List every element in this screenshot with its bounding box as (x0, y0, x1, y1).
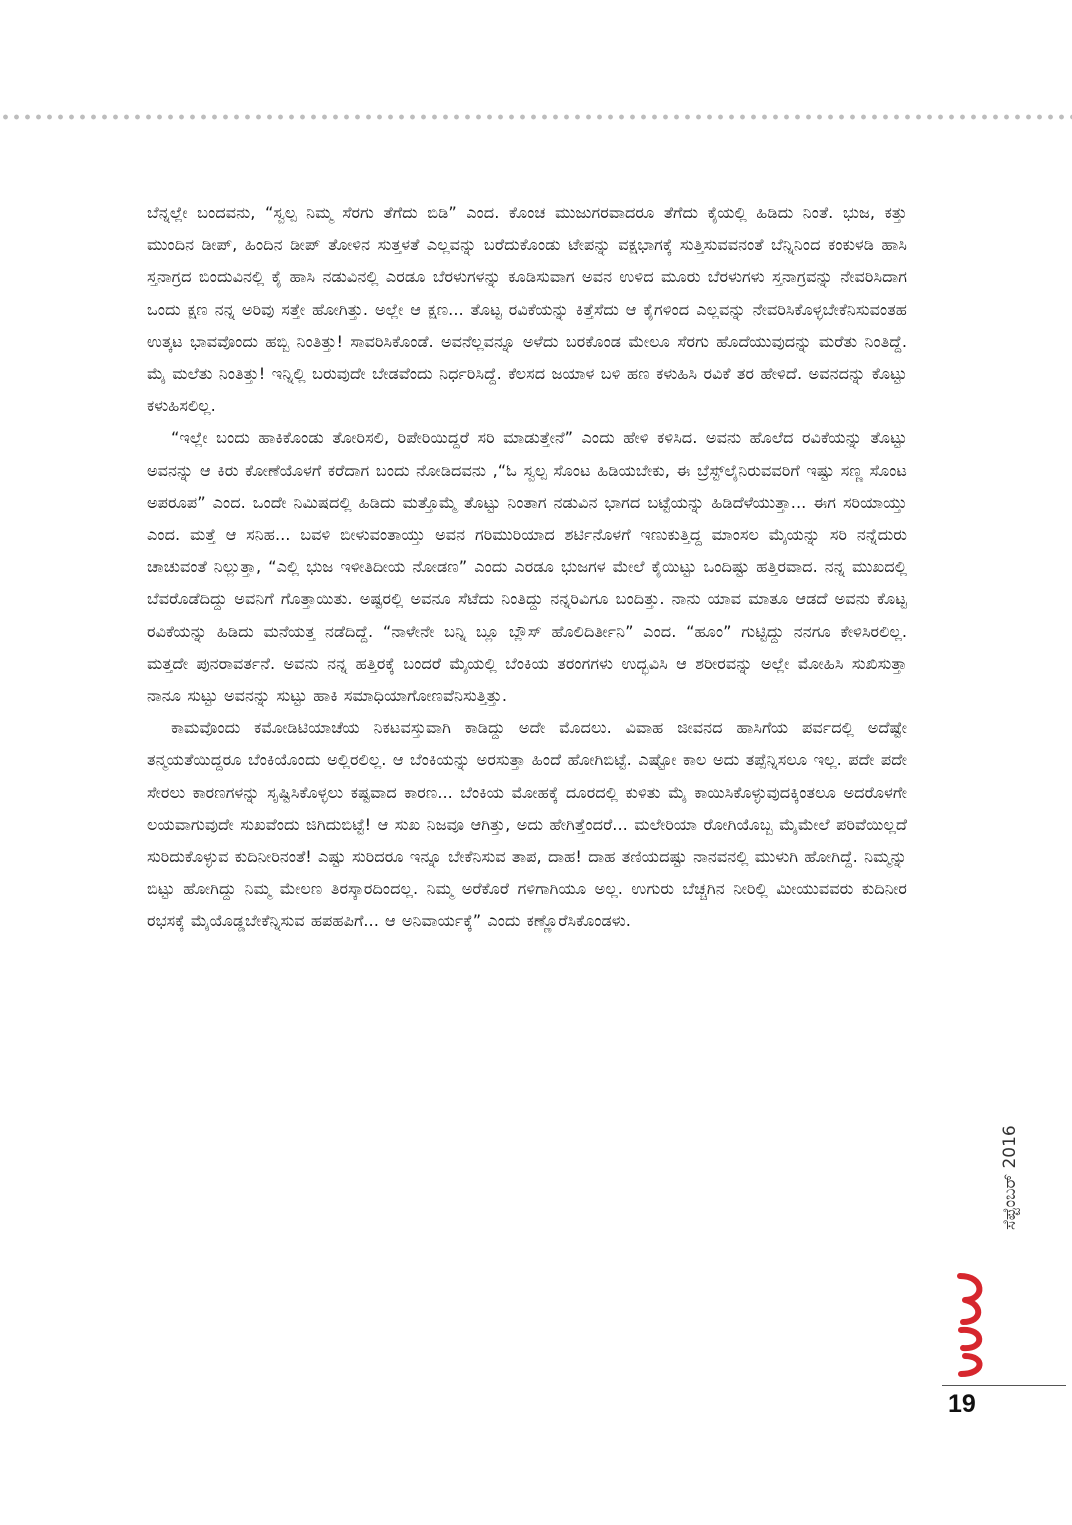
footer-rule (942, 1385, 1066, 1386)
page-sidebar (940, 1090, 1040, 1430)
dotted-header-rule (0, 113, 1072, 121)
mayura-logo (955, 1270, 989, 1380)
article-paragraph-2: “ಇಲ್ಲೇ ಬಂದು ಹಾಕಿಕೊಂಡು ತೋರಿಸಲಿ, ರಿಪೇರಿಯಿದ್ದರೆ ಸರಿ ಮಾಡುತ್ತೇನೆ” ಎಂದು ಹೇಳಿ ಕಳಿಸಿದ. ಅವನು ಹೊಲೆದ ರವಿಕೆಯನ್ನು ತೊಟ್ಟು ಅವನನ್ನು ಆ ಕಿರು ಕೋಣೆಯೊಳಗೆ ಕರೆದಾಗ ಬಂದು ನೋಡಿದವನು ,“ಓ ಸ್ವಲ್ಪ ಸೊಂಟ ಹಿಡಿಯಬೇಕು, ಈ ಬ್ರೆಸ್ಟ್‌ಲೈನಿರುವವರಿಗೆ ಇಷ್ಟು ಸಣ್ಣ ಸೊಂಟ ಅಪರೂಪ” ಎಂದ. ಒಂದೇ ನಿಮಿಷದಲ್ಲಿ ಹಿಡಿದು ಮತ್ತೊಮ್ಮೆ ತೊಟ್ಟು ನಿಂತಾಗ ನಡುವಿನ ಭಾಗದ ಬಟ್ಟೆಯನ್ನು ಹಿಡಿದೆಳೆಯುತ್ತಾ... ಈಗ ಸರಿಯಾಯ್ತು ಎಂದ. ಮತ್ತೆ ಆ ಸನಿಹ... ಬವಳಿ ಬೀಳುವಂತಾಯ್ತು ಅವನ ಗರಿಮುರಿಯಾದ ಶರ್ಟಿನೊಳಗೆ ಇಣುಕುತ್ತಿದ್ದ ಮಾಂಸಲ ಮೈಯನ್ನು ಸರಿ ನನ್ನೆದುರು ಚಾಚುವಂತೆ ನಿಲ್ಲುತ್ತಾ, “ಎಲ್ಲಿ ಭುಜ ಇಳೀತಿದೀಯ ನೋಡಣ” ಎಂದು ಎರಡೂ ಭುಜಗಳ ಮೇಲೆ ಕೈಯಿಟ್ಟು ಒಂದಿಷ್ಟು ಹತ್ತಿರವಾದ. ನನ್ನ ಮುಖದಲ್ಲಿ ಬೆವರೊಡೆದಿದ್ದು ಅವನಿಗೆ ಗೊತ್ತಾಯಿತು. ಅಷ್ಟರಲ್ಲಿ ಅವನೂ ಸೆಟೆದು ನಿಂತಿದ್ದು ನನ್ನರಿವಿಗೂ ಬಂದಿತ್ತು. ನಾನು ಯಾವ ಮಾತೂ ಆಡದೆ ಅವನು ಕೊಟ್ಟ ರವಿಕೆಯನ್ನು ಹಿಡಿದು ಮನೆಯತ್ತ ನಡೆದಿದ್ದೆ. “ನಾಳೇನೇ ಬನ್ನಿ ಬ್ಲೂ ಬ್ಲೌಸ್ ಹೊಲಿದಿರ್ತೀನಿ” ಎಂದ. “ಹೂಂ” ಗುಟ್ಟಿದ್ದು ನನಗೂ ಕೇಳಿಸಿರಲಿಲ್ಲ. ಮತ್ತದೇ ಪುನರಾವರ್ತನೆ. ಅವನು ನನ್ನ ಹತ್ತಿರಕ್ಕೆ ಬಂದರೆ ಮೈಯಲ್ಲಿ ಬೆಂಕಿಯ ತರಂಗಗಳು ಉದ್ಭವಿಸಿ ಆ ಶರೀರವನ್ನು ಅಲ್ಲೇ ಮೋಹಿಸಿ ಸುಖಿಸುತ್ತಾ ನಾನೂ ಸುಟ್ಟು ಅವನನ್ನು ಸುಟ್ಟು ಹಾಕಿ ಸಮಾಧಿಯಾಗೋಣವೆನಿಸುತ್ತಿತ್ತು. (147, 428, 907, 706)
issue-date: ಸೆಪ್ಟೆಂಬರ್ 2016 (1000, 1125, 1020, 1230)
article-paragraph-3: ಕಾಮವೊಂದು ಕಮೋಡಿಟಿಯಾಚೆಯ ನಿಕಟವಸ್ತುವಾಗಿ ಕಾಡಿದ್ದು ಅದೇ ಮೊದಲು. ವಿವಾಹ ಜೀವನದ ಹಾಸಿಗೆಯ ಪರ್ವದಲ್ಲಿ ಅದೆಷ್ಟೇ ತನ್ಮಯತೆಯಿದ್ದರೂ ಬೆಂಕಿಯೊಂದು ಅಲ್ಲಿರಲಿಲ್ಲ. ಆ ಬೆಂಕಿಯನ್ನು ಅರಸುತ್ತಾ ಹಿಂದೆ ಹೋಗಿಬಿಟ್ಟೆ. ಎಷ್ಟೋ ಕಾಲ ಅದು ತಪ್ಪೆನ್ನಿಸಲೂ ಇಲ್ಲ. ಪದೇ ಪದೇ ಸೇರಲು ಕಾರಣಗಳನ್ನು ಸೃಷ್ಟಿಸಿಕೊಳ್ಳಲು ಕಷ್ಟವಾದ ಕಾರಣ... ಬೆಂಕಿಯ ಮೋಹಕ್ಕೆ ದೂರದಲ್ಲಿ ಕುಳಿತು ಮೈ ಕಾಯಿಸಿಕೊಳ್ಳುವುದಕ್ಕಿಂತಲೂ ಅದರೊಳಗೇ ಲಯವಾಗುವುದೇ ಸುಖವೆಂದು ಜಿಗಿದುಬಿಟ್ಟೆ! ಆ ಸುಖ ನಿಜವೂ ಆಗಿತ್ತು, ಅದು ಹೇಗಿತ್ತೆಂದರೆ... ಮಲೇರಿಯಾ ರೋಗಿಯೊಬ್ಬ ಮೈಮೇಲೆ ಪರಿವೆಯಿಲ್ಲದೆ ಸುರಿದುಕೊಳ್ಳುವ ಕುದಿನೀರಿನಂತೆ! ಎಷ್ಟು ಸುರಿದರೂ ಇನ್ನೂ ಬೇಕೆನಿಸುವ ತಾಪ, ದಾಹ! ದಾಹ ತಣಿಯದಷ್ಟು ನಾನವನಲ್ಲಿ ಮುಳುಗಿ ಹೋಗಿದ್ದೆ. ನಿಮ್ಮನ್ನು ಬಿಟ್ಟು ಹೋಗಿದ್ದು ನಿಮ್ಮ ಮೇಲಣ ತಿರಸ್ಕಾರದಿಂದಲ್ಲ. ನಿಮ್ಮ ಅರೆಕೊರೆ ಗಳಿಗಾಗಿಯೂ ಅಲ್ಲ. ಉಗುರು ಬೆಚ್ಚಗಿನ ನೀರಿಲ್ಲಿ ಮೀಯುವವರು ಕುದಿನೀರ ರಭಸಕ್ಕೆ ಮೈಯೊಡ್ಡಬೇಕೆನ್ನಿಸುವ ಹಪಹಪಿಗೆ... ಆ ಅನಿವಾರ್ಯಕ್ಕೆ” ಎಂದು ಕಣ್ಣೊರೆಸಿಕೊಂಡಳು. (147, 718, 907, 931)
article-body (147, 197, 907, 1397)
article-paragraph-1: ಬೆನ್ನಲ್ಲೇ ಬಂದವನು, “ಸ್ವಲ್ಪ ನಿಮ್ಮ ಸೆರಗು ತೆಗೆದು ಬಿಡಿ” ಎಂದ. ಕೊಂಚ ಮುಜುಗರವಾದರೂ ತೆಗೆದು ಕೈಯಲ್ಲಿ ಹಿಡಿದು ನಿಂತೆ. ಭುಜ, ಕತ್ತು ಮುಂದಿನ ಡೀಪ್, ಹಿಂದಿನ ಡೀಪ್ ತೋಳಿನ ಸುತ್ತಳತೆ ಎಲ್ಲವನ್ನು ಬರೆದುಕೊಂಡು ಟೇಪನ್ನು ವಕ್ಷಭಾಗಕ್ಕೆ ಸುತ್ತಿಸುವವನಂತೆ ಬೆನ್ನಿನಿಂದ ಕಂಕುಳಡಿ ಹಾಸಿ ಸ್ತನಾಗ್ರದ ಬಿಂದುವಿನಲ್ಲಿ ಕೈ ಹಾಸಿ ನಡುವಿನಲ್ಲಿ ಎರಡೂ ಬೆರಳುಗಳನ್ನು ಕೂಡಿಸುವಾಗ ಅವನ ಉಳಿದ ಮೂರು ಬೆರಳುಗಳು ಸ್ತನಾಗ್ರವನ್ನು ನೇವರಿಸಿದಾಗ ಒಂದು ಕ್ಷಣ ನನ್ನ ಅರಿವು ಸತ್ತೇ ಹೋಗಿತ್ತು. ಅಲ್ಲೇ ಆ ಕ್ಷಣ... ತೊಟ್ಟ ರವಿಕೆಯನ್ನು ಕಿತ್ತೆಸೆದು ಆ ಕೈಗಳಿಂದ ಎಲ್ಲವನ್ನು ನೇವರಿಸಿಕೊಳ್ಳಬೇಕೆನಿಸುವಂತಹ ಉತ್ಕಟ ಭಾವವೊಂದು ಹಬ್ಬಿ ನಿಂತಿತ್ತು! ಸಾವರಿಸಿಕೊಂಡೆ. ಅವನೆಲ್ಲವನ್ನೂ ಅಳೆದು ಬರಕೊಂಡ ಮೇಲೂ ಸೆರಗು ಹೊದೆಯುವುದನ್ನು ಮರೆತು ನಿಂತಿದ್ದೆ. ಮೈ ಮಲೆತು ನಿಂತಿತ್ತು! ಇನ್ನಿಲ್ಲಿ ಬರುವುದೇ ಬೇಡವೆಂದು ನಿರ್ಧರಿಸಿದ್ದೆ. ಕೆಲಸದ ಜಯಾಳ ಬಳಿ ಹಣ ಕಳುಹಿಸಿ ರವಿಕೆ ತರ ಹೇಳಿದೆ. ಅವನದನ್ನು ಕೊಟ್ಟು ಕಳುಹಿಸಲಿಲ್ಲ. (147, 203, 907, 416)
page-number: 19 (948, 1390, 976, 1418)
